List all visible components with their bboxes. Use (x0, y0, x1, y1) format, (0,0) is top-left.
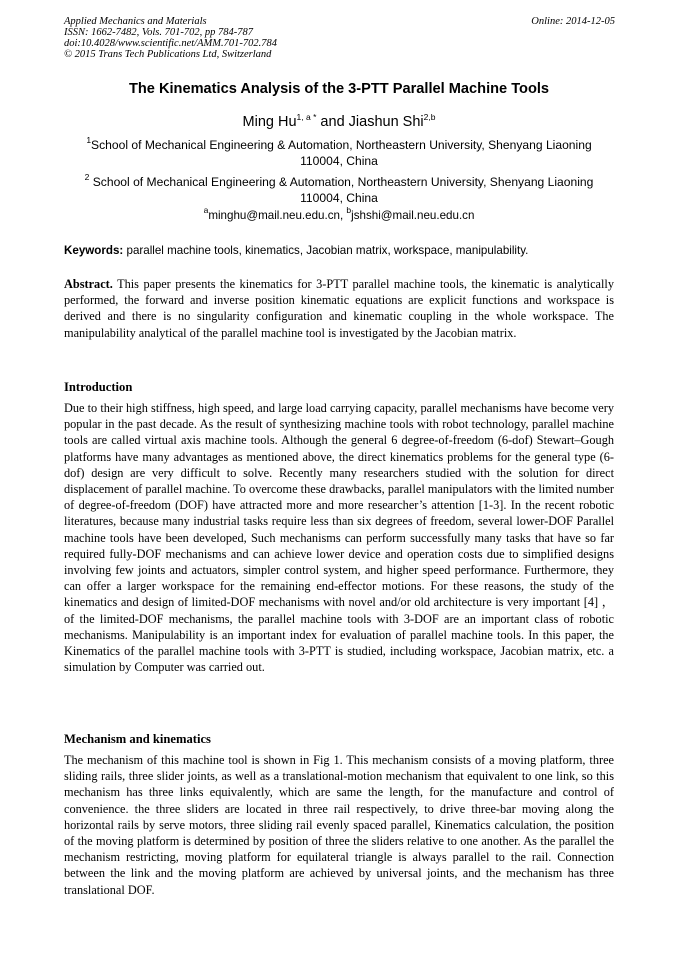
email-address: minghu@mail.neu.edu.cn, (208, 209, 347, 222)
affiliation-text: School of Mechanical Engineering & Automation, Northeastern University, Shenyang Liaoning 110004, China (89, 175, 594, 205)
journal-header (64, 16, 277, 60)
affiliation-number: 1 (86, 135, 92, 145)
email-superscript: b (346, 205, 352, 215)
mechanism-paragraph: The mechanism of this machine tool is shown in Fig 1. This mechanism consists of a moving platform, three sliding rails, three slider joints, as well as a translational-motion mechanism that equivalent to one link, so this mechanism has three links equivalently, which are same the length, for the manufacture and control of convenience. the three sliders are located in three rail respectively, to drive three-bar moving along the horizontal rails by serve motors, three sliding rail evenly spaced parallel, Kinematics calculation, the position of the moving platform is determined by position of three the sliders relative to one another. As the parallel the mechanism restricting, moving platform for equilateral triangle is always parallel to the rail. Connection between the link and the moving platform are achieved by universal joints, and the mechanism has three translational DOF. (64, 753, 614, 897)
journal-issn: ISSN: 1662-7482, Vols. 701-702, pp 784-787 (64, 27, 253, 38)
keywords-label: Keywords: (64, 244, 124, 257)
journal-name: Applied Mechanics and Materials (64, 16, 207, 27)
email-line (0, 205, 678, 222)
journal-copyright: © 2015 Trans Tech Publications Ltd, Switzerland (64, 49, 272, 60)
section-heading-introduction: Introduction (64, 380, 133, 394)
online-date: Online: 2014-12-05 (531, 16, 615, 27)
affiliation-2 (64, 174, 614, 206)
email-superscript: a (203, 205, 209, 215)
affiliation-1 (64, 137, 614, 169)
email-address: jshshi@mail.neu.edu.cn (351, 209, 475, 222)
journal-doi: doi:10.4028/www.scientific.net/AMM.701-702.784 (64, 38, 277, 49)
affiliation-text: School of Mechanical Engineering & Automation, Northeastern University, Shenyang Liaoning 110004, China (91, 138, 592, 168)
author-line (0, 114, 678, 130)
author-name: Jiashun Shi (348, 114, 424, 130)
author-superscript: 2,b (423, 112, 436, 122)
introduction-paragraph: Due to their high stiffness, high speed, and large load carrying capacity, parallel mechanisms have become very popular in the past decade. As the result of synthesizing machine tools with robot technology, parallel machine tools are called virtual axis machine tools. Although the general 6 degree-of-freedom (6-dof) Stewart–Gough platforms have many advantages as mentioned above, the direct kinematics problems for the general type (6-dof) design are very difficult to solve. Recently many researchers studied with the solution for direct displacement of parallel machine. To overcome these drawbacks, parallel manipulators with the limited number of degree-of-freedom (DOF) have attracted more and more researcher’s attention [1-3]. In the recent robotic literatures, because many industrial tasks require less than six degrees of freedom, several lower-DOF Parallel machine tools have been developed, Such mechanisms can perform successfully many tasks that have so far required fully-DOF mechanisms and can achieve lower device and operation costs due to simplified designs involving few joints and actuators, simpler control system, and higher speed performance. Furthermore, they can offer a larger workspace for the remaining end-effector motions. For these reasons, the study of the kinematics and design of limited-DOF mechanisms with novel and/or old architecture is very important [4] ， of the limited-DOF mechanisms, the parallel machine tools with 3-DOF are an important class of robotic mechanisms. Manipulability is an important index for evaluation of parallel machine tools. In this paper, the Kinematics of the parallel machine tools with 3-PTT is studied, including workspace, Jacobian matrix, etc. a simulation by Computer was carried out. (64, 401, 614, 675)
author-superscript: 1, a * (296, 112, 317, 122)
section-heading-mechanism: Mechanism and kinematics (64, 732, 211, 746)
keywords-text: parallel machine tools, kinematics, Jacobian matrix, workspace, manipulability. (123, 244, 529, 257)
affiliation-number: 2 (84, 172, 90, 182)
abstract-text: This paper presents the kinematics for 3-PTT parallel machine tools, the kinematic is analytically performed, the forward and inverse position kinematic equations are explicit functions and workspace is derived and there is no singularity configuration and kinematic coupling in the whole workspace. The manipulability analytical of the parallel machine tool is investigated by the Jacobian matrix. (64, 277, 614, 340)
keywords (64, 244, 624, 257)
paper-title: The Kinematics Analysis of the 3-PTT Parallel Machine Tools (128, 81, 550, 97)
author-connector: and (316, 114, 349, 130)
abstract-label: Abstract. (64, 277, 113, 291)
author-name: Ming Hu (242, 114, 297, 130)
abstract (64, 276, 614, 341)
